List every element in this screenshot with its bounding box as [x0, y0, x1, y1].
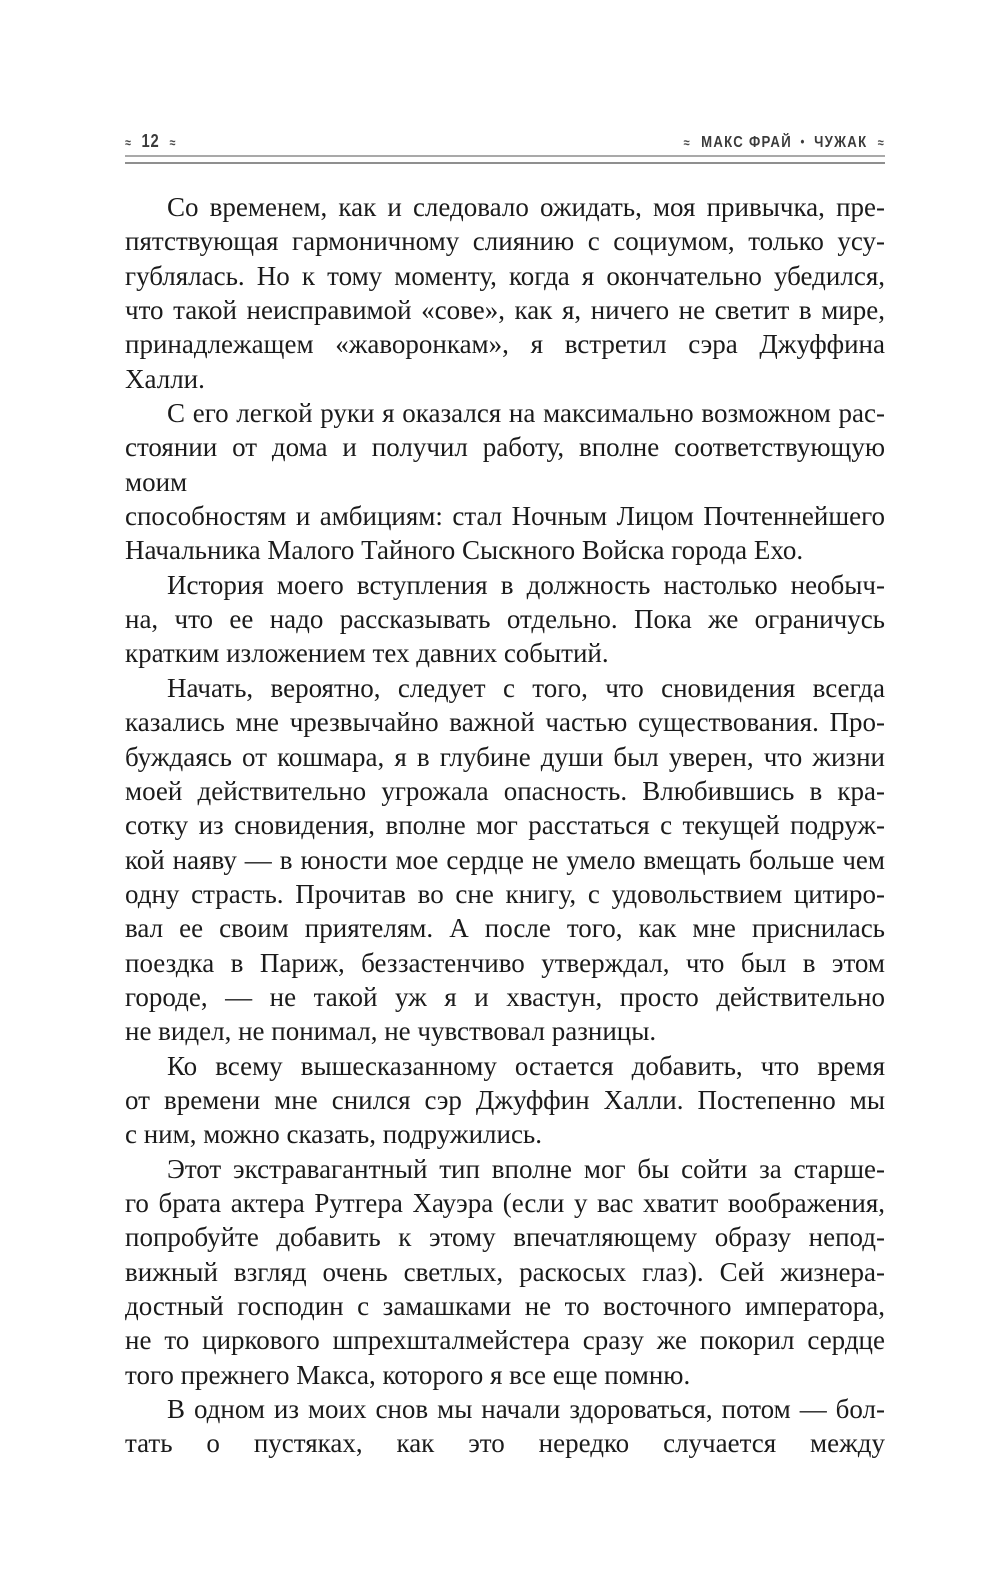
text-line: с ним, можно сказать, подружились.	[125, 1119, 542, 1150]
tilde-ornament-icon: ≈	[169, 135, 177, 150]
text-line: одну страсть. Прочитав во сне книгу, с удовольствием цитиро-	[125, 878, 885, 909]
text-line: того прежнего Макса, которого я все еще помню.	[125, 1359, 691, 1390]
text-line: кой наяву — в юности мое сердце не умело вмещать больше чем	[125, 844, 885, 875]
paragraph	[125, 568, 885, 671]
text-line: не видел, не понимал, не чувствовал разницы.	[125, 1016, 657, 1047]
text-line: В одном из моих снов мы начали здороваться, потом — бол-	[167, 1394, 885, 1425]
text-line: гублялась. Но к тому моменту, когда я окончательно убедился,	[125, 260, 885, 291]
text-line: Ко всему вышесказанному остается добавить, что время	[167, 1050, 885, 1081]
text-line: вал ее своим приятелям. А после того, как мне приснилась	[125, 913, 885, 944]
text-line: История моего вступления в должность настолько необыч-	[167, 569, 885, 600]
tilde-ornament-icon: ≈	[683, 135, 691, 150]
text-line: попробуйте добавить к этому впечатляющему образу непод-	[125, 1222, 885, 1253]
text-line: моей действительно угрожала опасность. Влюбившись в кра-	[125, 775, 885, 806]
text-line: что такой неисправимой «сове», как я, ничего не светит в мире,	[125, 295, 885, 326]
body-text	[125, 190, 885, 1461]
text-line: Начальника Малого Тайного Сыскного Войска города Ехо.	[125, 535, 804, 566]
text-line: на, что ее надо рассказывать отдельно. Пока же ограничусь	[125, 604, 885, 635]
tilde-ornament-icon: ≈	[877, 135, 885, 150]
tilde-ornament-icon: ≈	[125, 135, 132, 150]
text-line: пятствующая гармоничному слиянию с социумом, только усу-	[125, 226, 885, 257]
text-line: С его легкой руки я оказался на максимально возможном рас-	[167, 398, 885, 429]
paragraph	[125, 1392, 885, 1461]
header-double-rule	[125, 155, 885, 164]
page-number-block	[125, 131, 181, 152]
paragraph	[125, 671, 885, 1049]
text-line: принадлежащем «жаворонкам», я встретил сэра Джуффина	[125, 329, 885, 360]
paragraph	[125, 396, 885, 568]
paragraph	[125, 1152, 885, 1392]
text-line: стоянии от дома и получил работу, вполне соответствующую моим	[125, 432, 885, 497]
text-line: Со временем, как и следовало ожидать, моя привычка, пре-	[167, 192, 885, 222]
text-line: казались мне чрезвычайно важной частью существования. Про-	[125, 707, 885, 738]
text-line: го брата актера Рутгера Хауэра (если у вас хватит воображения,	[125, 1187, 885, 1218]
running-title-block	[684, 134, 885, 152]
book-title: ЧУЖАК	[814, 134, 868, 151]
text-line: кратким изложением тех давних событий.	[125, 638, 609, 669]
author-name: МАКС ФРАЙ	[701, 134, 793, 151]
text-line: Этот экстравагантный тип вполне мог бы сойти за старше-	[167, 1153, 885, 1184]
text-line: Халли.	[125, 363, 205, 394]
text-line: тать о пустяках, как это нередко случается между	[125, 1428, 885, 1459]
text-line: городе, — не такой уж я и хвастун, просто действительно	[125, 981, 885, 1012]
text-line: поездка в Париж, беззастенчиво утверждал, что был в этом	[125, 947, 885, 978]
text-line: не то циркового шпрехшталмейстера сразу же покорил сердце	[125, 1325, 885, 1356]
text-line: способностям и амбициям: стал Ночным Лицом Почтеннейшего	[125, 501, 885, 532]
bullet-separator-icon: •	[800, 134, 806, 149]
text-line: сотку из сновидения, вполне мог расстаться с текущей подруж-	[125, 810, 885, 841]
text-line: от времени мне снился сэр Джуффин Халли. Постепенно мы	[125, 1084, 885, 1115]
text-line: Начать, вероятно, следует с того, что сновидения всегда	[167, 672, 885, 703]
text-line: достный господин с замашками не то восточного императора,	[125, 1291, 885, 1321]
page-number: 12	[141, 131, 160, 151]
paragraph	[125, 1049, 885, 1152]
paragraph	[125, 190, 885, 396]
running-header	[125, 128, 885, 152]
text-line: вижный взгляд очень светлых, раскосых глаз). Сей жизнера-	[125, 1256, 885, 1287]
text-line: буждаясь от кошмара, я в глубине души был уверен, что жизни	[125, 741, 885, 772]
